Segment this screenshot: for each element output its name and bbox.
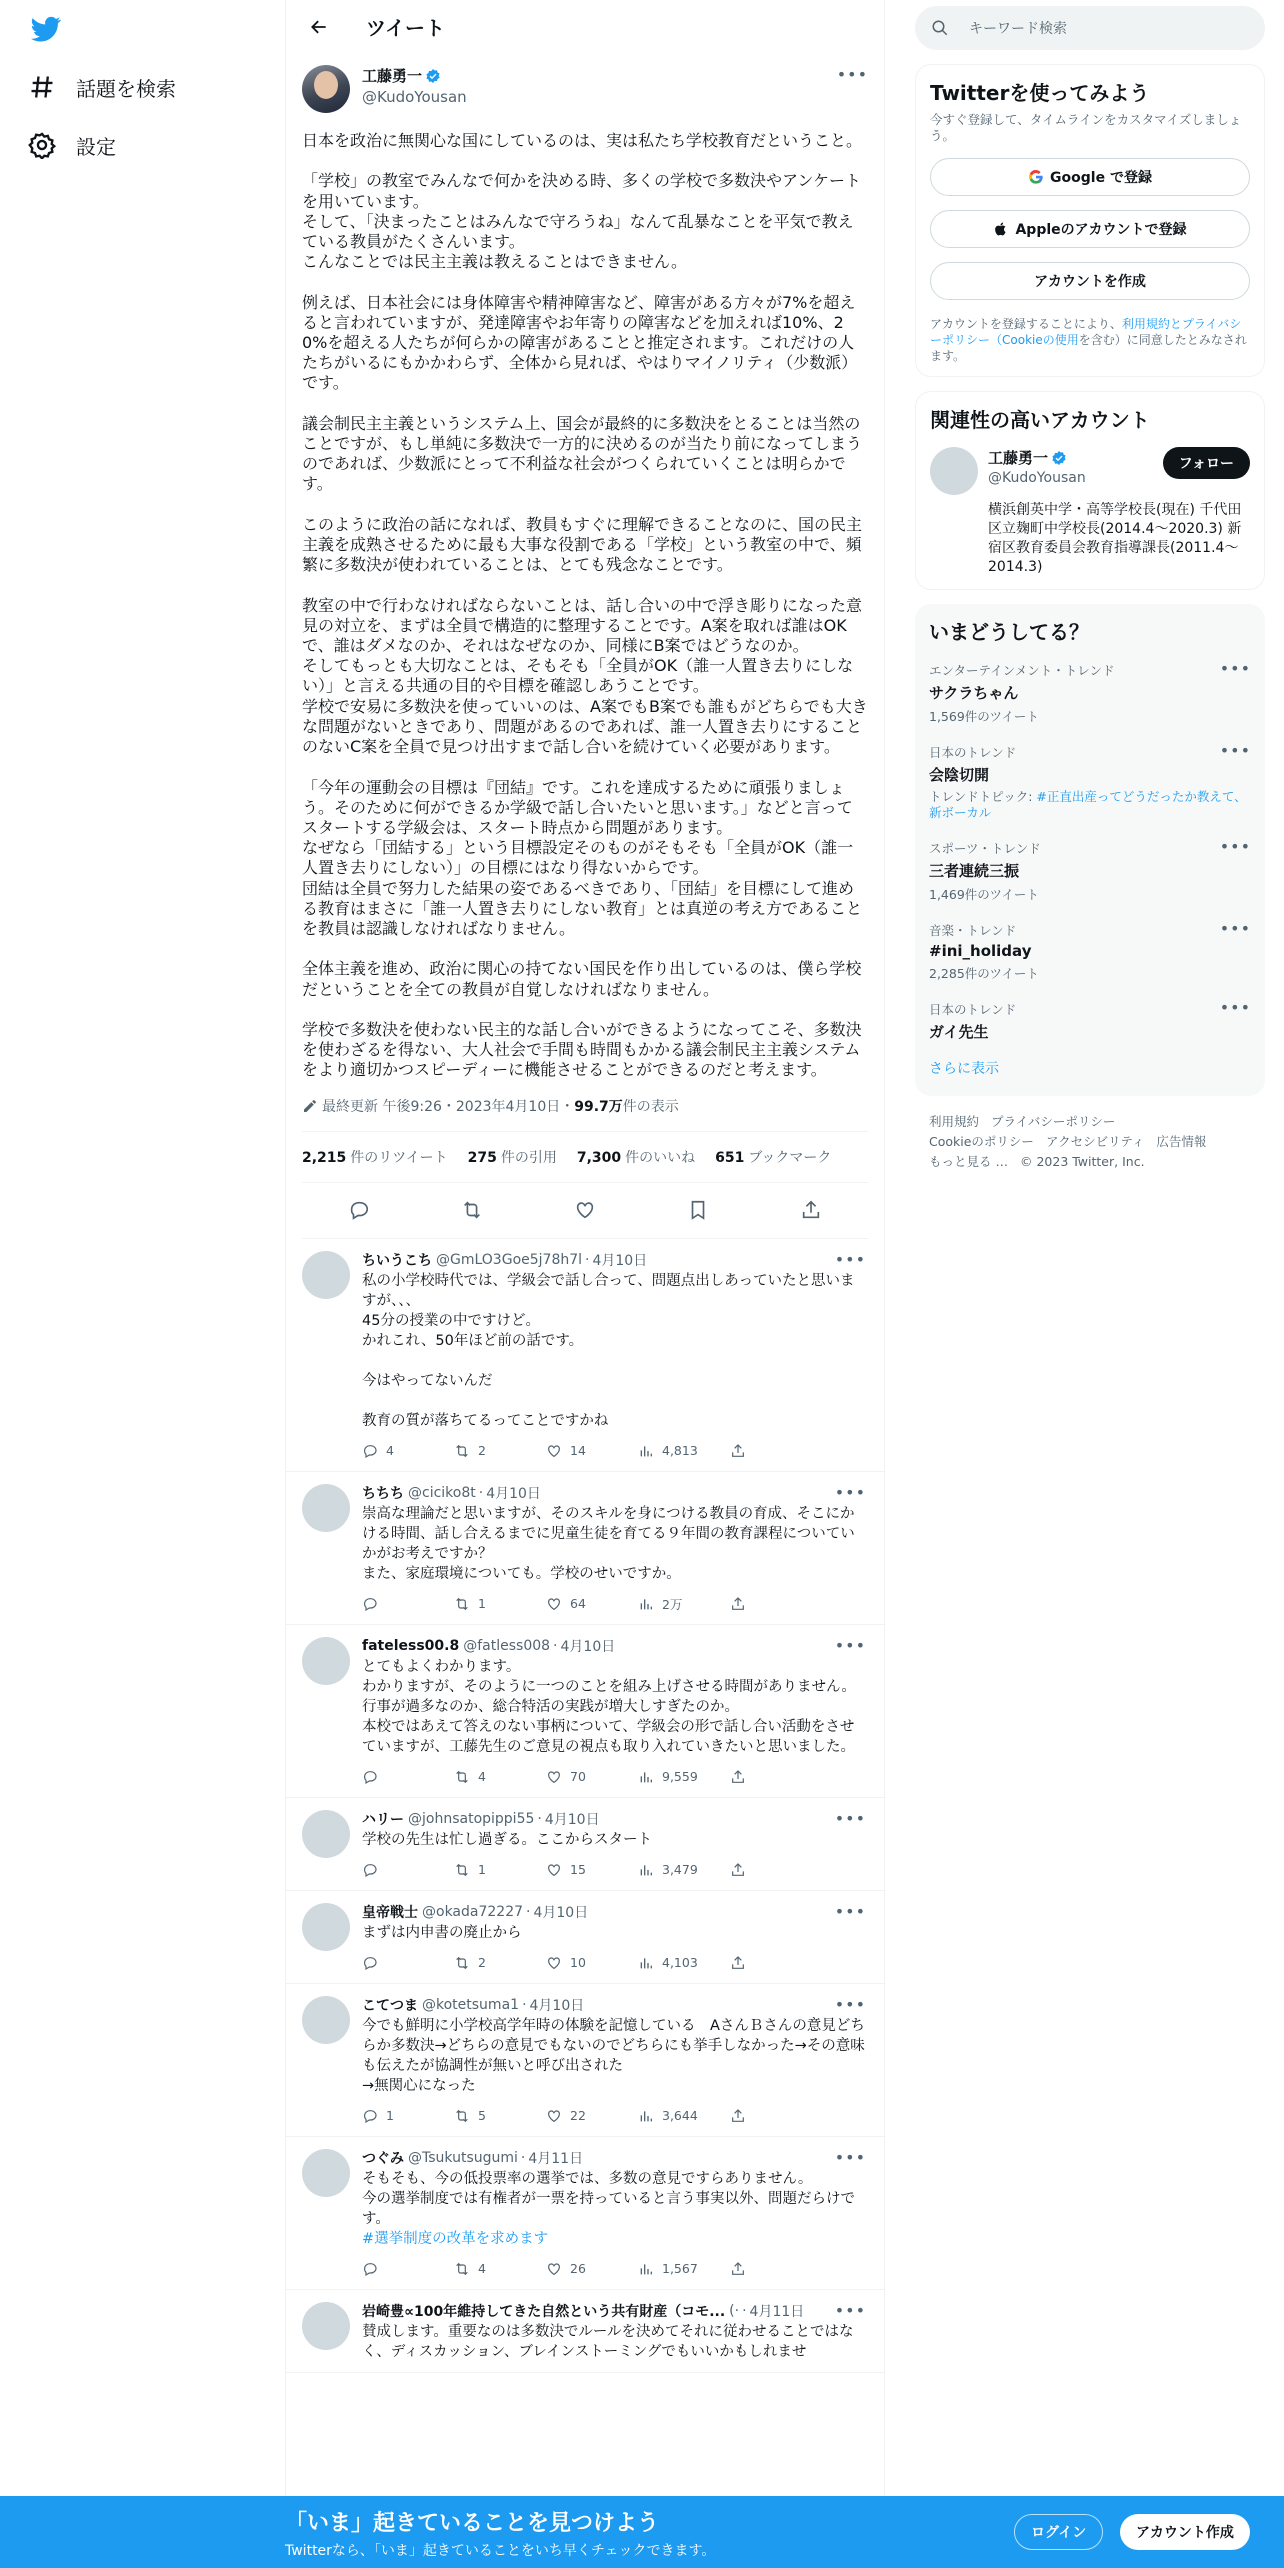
reply-reply-count: 1 bbox=[386, 2108, 394, 2124]
reply-like-button[interactable] bbox=[546, 1862, 638, 1878]
reply-like-button[interactable] bbox=[546, 2108, 638, 2124]
reply-like-button[interactable] bbox=[546, 1596, 638, 1612]
more-options-icon[interactable]: ••• bbox=[834, 1995, 866, 2015]
reply-author-name[interactable]: ちいうこち bbox=[362, 1252, 432, 1269]
trend-count: 2,285件のツイート bbox=[929, 966, 1039, 981]
reply-actions bbox=[362, 2106, 868, 2126]
reply-reply-button[interactable] bbox=[362, 1769, 454, 1785]
reply-text bbox=[362, 1657, 868, 1757]
more-options-icon[interactable]: ••• bbox=[1219, 659, 1251, 678]
reply-author-handle[interactable]: @Tsukutsugumi bbox=[408, 2149, 518, 2166]
reply-like-count: 22 bbox=[570, 2108, 586, 2124]
reply-tweet[interactable] bbox=[286, 1798, 884, 1891]
google-signup-button[interactable] bbox=[930, 158, 1250, 196]
apple-signup-label: Appleのアカウントで登録 bbox=[1015, 222, 1187, 238]
reply-author-handle[interactable]: @fatless008 bbox=[463, 1637, 551, 1654]
reply-date[interactable]: 4月11日 bbox=[528, 2150, 584, 2167]
main-column bbox=[285, 0, 885, 2568]
reply-view-count: 1,567 bbox=[662, 2261, 698, 2277]
reply-date[interactable]: 4月10日 bbox=[592, 1252, 648, 1269]
reply-text bbox=[362, 2016, 868, 2096]
reply-like-count: 15 bbox=[570, 1862, 586, 1878]
reply-share-button[interactable] bbox=[730, 2261, 822, 2277]
reply-tweet[interactable] bbox=[286, 2137, 884, 2290]
author-handle[interactable]: @KudoYousan bbox=[362, 88, 467, 106]
verified-badge-icon bbox=[1051, 450, 1067, 466]
retweets-count: 2,215 bbox=[302, 1149, 347, 1166]
reply-text bbox=[362, 1923, 868, 1943]
signup-subtitle: 今すぐ登録して、タイムラインをカスタマイズしましょう。 bbox=[930, 112, 1242, 143]
tweet-author-row bbox=[302, 65, 868, 115]
reply-icon bbox=[362, 1596, 378, 1612]
reply-view-count: 4,813 bbox=[662, 1443, 698, 1459]
reply-author-handle[interactable]: @GmLO3Goe5j78h7l bbox=[436, 1251, 583, 1268]
trend-name: 会陰切開 bbox=[929, 766, 990, 784]
reply-text-body: 私の小学校時代では、学級会で話し合って、問題点出しあっていたと思いますが、、、 45分の授業の中ですけど。 かれこれ、50年ほど前の話です。 今はやってないんだ 教育の質が落ちてるってことですかね bbox=[362, 1272, 855, 1429]
tweet-timestamp[interactable]: 最終更新 午後9:26・2023年4月10日・ bbox=[322, 1098, 575, 1115]
share-icon bbox=[730, 1769, 746, 1785]
reply-share-button[interactable] bbox=[730, 1769, 822, 1785]
more-options-icon[interactable]: ••• bbox=[836, 65, 868, 84]
reply-retweet-button[interactable] bbox=[454, 1955, 546, 1971]
share-icon bbox=[730, 1862, 746, 1878]
hashtag-icon bbox=[28, 73, 56, 101]
reply-retweet-count: 2 bbox=[478, 1955, 486, 1971]
share-icon bbox=[730, 1596, 746, 1612]
reply-views-button[interactable] bbox=[638, 2261, 730, 2277]
footer-ads-link[interactable]: 広告情報 bbox=[1156, 1134, 1207, 1149]
related-bio: 横浜創英中学・高等学校長(現在) 千代田区立麹町中学校長(2014.4〜2020.3) 新宿区教育委員会教育指導課長(2011.4〜2014.3) bbox=[988, 502, 1242, 575]
reply-author-handle[interactable]: @johnsatopippi55 bbox=[408, 1810, 535, 1827]
signup-title: Twitterを使ってみよう bbox=[930, 81, 1150, 105]
replies-list bbox=[286, 1239, 884, 2373]
like-heart-icon bbox=[546, 1443, 562, 1459]
page-title: ツイート bbox=[366, 16, 445, 40]
arrow-left-icon bbox=[309, 17, 329, 37]
trend-name: 三者連続三振 bbox=[929, 862, 1020, 880]
reply-share-button[interactable] bbox=[730, 2108, 822, 2124]
right-sidebar bbox=[915, 0, 1265, 1172]
reply-author-handle[interactable]: @okada72227 bbox=[422, 1903, 524, 1920]
reply-date[interactable]: 4月11日 bbox=[749, 2303, 805, 2320]
trend-category: エンターテインメント・トレンド bbox=[929, 663, 1115, 678]
reply-like-count: 26 bbox=[570, 2261, 586, 2277]
reply-view-count: 9,559 bbox=[662, 1769, 698, 1785]
reply-avatar[interactable] bbox=[302, 1903, 350, 1951]
share-icon bbox=[730, 1443, 746, 1459]
like-heart-icon bbox=[546, 1769, 562, 1785]
back-button[interactable] bbox=[302, 10, 336, 44]
reply-actions bbox=[362, 1594, 868, 1614]
views-chart-icon bbox=[638, 1862, 654, 1878]
main-header bbox=[286, 0, 884, 53]
retweet-icon[interactable] bbox=[461, 1199, 483, 1221]
reply-author-handle[interactable]: (· bbox=[729, 2302, 740, 2319]
reply-retweet-count: 4 bbox=[478, 1769, 486, 1785]
like-heart-icon bbox=[546, 1955, 562, 1971]
reply-retweet-count: 4 bbox=[478, 2261, 486, 2277]
reply-like-count: 70 bbox=[570, 1769, 586, 1785]
share-icon bbox=[730, 2261, 746, 2277]
trend-item[interactable] bbox=[929, 911, 1251, 990]
trends-show-more[interactable]: さらに表示 bbox=[929, 1061, 999, 1077]
views-chart-icon bbox=[638, 2261, 654, 2277]
bookmarks-stat[interactable] bbox=[715, 1147, 831, 1167]
edit-pencil-icon bbox=[302, 1098, 318, 1114]
nav-settings[interactable] bbox=[28, 120, 116, 170]
more-options-icon[interactable]: ••• bbox=[834, 1636, 866, 1656]
retweet-icon bbox=[454, 1955, 470, 1971]
likes-label: 件のいいね bbox=[625, 1149, 696, 1166]
reply-like-count: 64 bbox=[570, 1596, 586, 1612]
apple-icon bbox=[993, 221, 1009, 237]
reply-author-handle[interactable]: @kotetsuma1 bbox=[422, 1996, 520, 2013]
search-placeholder: キーワード検索 bbox=[969, 21, 1067, 37]
retweet-icon bbox=[454, 1596, 470, 1612]
reply-view-count: 3,644 bbox=[662, 2108, 698, 2124]
reply-text bbox=[362, 2169, 868, 2249]
create-account-button[interactable] bbox=[930, 262, 1250, 300]
reply-reply-button[interactable] bbox=[362, 2261, 454, 2277]
more-options-icon[interactable]: ••• bbox=[834, 1250, 866, 1270]
more-options-icon[interactable]: ••• bbox=[1219, 998, 1251, 1017]
reply-avatar[interactable] bbox=[302, 1996, 350, 2044]
retweet-icon bbox=[454, 1443, 470, 1459]
reply-separator: · bbox=[742, 2302, 747, 2319]
reply-retweet-count: 5 bbox=[478, 2108, 486, 2124]
reply-reply-button[interactable] bbox=[362, 1862, 454, 1878]
reply-text bbox=[362, 1830, 868, 1850]
reply-separator: · bbox=[553, 1637, 558, 1654]
reply-like-button[interactable] bbox=[546, 1443, 638, 1459]
reply-text-body: 賛成します。重要なのは多数決でルールを決めてそれに従わせることではなく、ディスカッション、ブレインストーミングでもいいかもしれませ bbox=[362, 2323, 854, 2360]
terms-prefix: アカウントを登録することにより、 bbox=[930, 317, 1122, 331]
reply-retweet-count: 2 bbox=[478, 1443, 486, 1459]
bottom-signup-bar bbox=[0, 2496, 1284, 2568]
reply-author-name[interactable]: ちちち bbox=[362, 1485, 404, 1502]
retweet-icon bbox=[454, 2108, 470, 2124]
reply-views-button[interactable] bbox=[638, 2108, 730, 2124]
reply-retweet-count: 1 bbox=[478, 1596, 486, 1612]
trend-name: ガイ先生 bbox=[929, 1023, 989, 1041]
reply-text-body: とてもよくわかります。 わかりますが、そのように一つのことを組み上げさせる時間がありません。行事が過多なのか、総合特活の実践が増大しすぎたのか。 本校ではあえて答えのない事柄について、学級会の形で話し合い活動をさせていますが、工藤先生のご意見の視点も取り入れていきたいと思いました。 bbox=[362, 1658, 856, 1755]
reply-retweet-button[interactable] bbox=[454, 1443, 546, 1459]
bookmarks-label: ブックマーク bbox=[748, 1149, 832, 1166]
bookmarks-count: 651 bbox=[715, 1149, 745, 1166]
google-signup-label: Google で登録 bbox=[1050, 170, 1152, 186]
search-icon bbox=[931, 19, 949, 37]
terms-link[interactable]: 利用規約とプライバシーポリシー（Cookieの使用 bbox=[930, 317, 1242, 347]
more-options-icon[interactable]: ••• bbox=[834, 2148, 866, 2168]
reply-reply-button[interactable] bbox=[362, 2108, 454, 2124]
reply-tweet[interactable] bbox=[286, 1625, 884, 1798]
likes-stat[interactable] bbox=[577, 1147, 695, 1167]
reply-text-body: 今でも鮮明に小学校高学年時の体験を記憶している AさんＢさんの意見どちらか多数決→どちらの意見でもないのでどちらにも挙手しなかった→その意味も伝えたが協調性が無いと呼び出された →無関心になった bbox=[362, 2017, 865, 2094]
trend-topic-prefix: トレンドトピック: bbox=[929, 789, 1037, 804]
like-heart-icon bbox=[546, 1596, 562, 1612]
reply-separator: · bbox=[526, 1903, 531, 1920]
footer-more-link[interactable]: もっと見る … bbox=[929, 1154, 1008, 1169]
reply-author-handle[interactable]: @ciciko8t bbox=[408, 1484, 476, 1501]
reply-like-button[interactable] bbox=[546, 2261, 638, 2277]
reply-avatar[interactable] bbox=[302, 1484, 350, 1532]
tweet-text: 日本を政治に無関心な国にしているのは、実は私たち学校教育だということ。 「学校」の教室でみんなで何かを決める時、多くの学校で多数決やアンケートを用いています。 そして、「決まったことはみんなで守ろうね」なんて乱暴なことを平気で教えている教員がたくさんいます。 こんなことでは民主主義は教えることはできません。 例えば、日本社会には身体障害や精神障害など、障害がある方々が7%を超えると言われていますが、発達障害やお年寄りの障害などを加えれば10%、20%を超える人たちが何らかの障害があることと推定されます。これだけの人たちがいるにもかかわらず、全体から見れば、やはりマイノリティ（少数派）です。 議会制民主主義というシステム上、国会が最終的に多数決をとることは当然のことですが、もし単純に多数決で一方的に決めるのが当たり前になってしまうのであれば、少数派にとって不利益な社会がつくられていくことは明らかです。 このように政治の話になれば、教員もすぐに理解できることなのに、国の民主主義を成熟させるために最も大事な役割である「学校」という教室の中で、頻繁に多数決が使われていることは、とても残念なことです。 教室の中で行わなければならないことは、話し合いの中で浮き彫りになった意見の対立を、まずは全員で構造的に整理することです。A案を取れば誰はOKで、誰はダメなのか、それはなぜなのか、同様にB案ではどうなのか。 そしてもっとも大切なことは、そもそも「全員がOK（誰一人置き去りにしない）」と言える共通の目的や目標を確認しあうことです。 学校で安易に多数決を使っていいのは、A案でもB案でも誰もがどちらでも大きな問題がないときであり、問題があるのであれば、誰一人置き去りにすることのないC案を全員で見つけ出すまで話し合いを続けていく必要があります。 「今年の運動会の目標は『団結』です。これを達成するために頑張りましょう。そのために何ができるか学級で話し合いたいと思います。」などと言ってスタートする学級会は、スタート時点から問題があります。 なぜなら「団結する」という目標設定そのものがそもそも「全員がOK（誰一人置き去りにしない）」の目標にはなり得ないからです。 団結は全員で努力した結果の姿であるべきであり、「団結」を目標にして進める教育はまさに「誰一人置き去りにしない教育」とは真逆の考え方であることを教員は認識しなければなりません。 全体主義を進め、政治に関心の持てない国民を作り出しているのは、僕ら学校だということを全ての教員が自覚しなければなりません。 学校で多数決を使わない民主的な話し合いができるようになってこそ、多数決を使わざるを得ない、大人社会で手間も時間もかかる議会制民主主義システムをより適切かつスピーディーに機能させることができるのだと考えます。 bbox=[302, 131, 868, 1080]
reply-author-name[interactable]: つぐみ bbox=[362, 2150, 404, 2167]
views-chart-icon bbox=[638, 1769, 654, 1785]
google-g-icon bbox=[1028, 169, 1044, 185]
reply-avatar[interactable] bbox=[302, 1810, 350, 1858]
reply-views-button[interactable] bbox=[638, 1955, 730, 1971]
reply-reply-count: 4 bbox=[386, 1443, 394, 1459]
signup-card bbox=[915, 64, 1265, 377]
reply-share-button[interactable] bbox=[730, 1443, 822, 1459]
trend-count: 1,469件のツイート bbox=[929, 887, 1039, 902]
reply-icon bbox=[362, 1955, 378, 1971]
reply-tweet[interactable] bbox=[286, 2290, 884, 2373]
reply-share-button[interactable] bbox=[730, 1596, 822, 1612]
like-heart-icon bbox=[546, 2261, 562, 2277]
reply-share-button[interactable] bbox=[730, 1862, 822, 1878]
trend-item[interactable] bbox=[929, 651, 1251, 733]
reply-avatar[interactable] bbox=[302, 1637, 350, 1685]
search-box[interactable] bbox=[915, 6, 1265, 50]
reply-like-count: 10 bbox=[570, 1955, 586, 1971]
reply-separator: · bbox=[522, 1996, 527, 2013]
author-name-text: 工藤勇一 bbox=[362, 67, 423, 85]
retweet-icon bbox=[454, 1769, 470, 1785]
related-avatar[interactable] bbox=[930, 447, 978, 495]
reply-actions bbox=[362, 1953, 868, 1973]
footer-cookie-link[interactable]: Cookieのポリシー bbox=[929, 1134, 1034, 1149]
footer-copyright: © 2023 Twitter, Inc. bbox=[1019, 1154, 1145, 1169]
retweets-label: 件のリツイート bbox=[350, 1149, 448, 1166]
reply-author-name[interactable]: 岩崎豊∝100年維持してきた自然という共有財産（コモ... bbox=[362, 2303, 726, 2320]
reply-views-button[interactable] bbox=[638, 1862, 730, 1878]
tweet-views-label: 件の表示 bbox=[622, 1098, 679, 1115]
reply-tweet[interactable] bbox=[286, 1239, 884, 1472]
author-name[interactable] bbox=[362, 65, 837, 86]
related-account-row[interactable] bbox=[930, 447, 1250, 495]
bottom-bar-subtitle: Twitterなら、「いま」起きていることをいち早くチェックできます。 bbox=[285, 2543, 716, 2559]
bookmark-icon[interactable] bbox=[687, 1199, 709, 1221]
reply-text bbox=[362, 1271, 868, 1431]
reply-avatar[interactable] bbox=[302, 2302, 350, 2350]
reply-tweet[interactable] bbox=[286, 1984, 884, 2137]
apple-signup-button[interactable] bbox=[930, 210, 1250, 248]
reply-icon bbox=[362, 2261, 378, 2277]
reply-text bbox=[362, 2322, 868, 2362]
reply-text-body: 崇高な理論だと思いますが、そのスキルを身につける教員の育成、そこにかける時間、話し合えるまでに児童生徒を育てる９年間の教育課程についていかがお考えですか？ また、家庭環境についても。学校のせいですか。 bbox=[362, 1505, 855, 1582]
reply-author-name[interactable]: fateless00.8 bbox=[362, 1637, 460, 1654]
reply-icon bbox=[362, 1862, 378, 1878]
reply-share-button[interactable] bbox=[730, 1955, 822, 1971]
tweet-views-count: 99.7万 bbox=[574, 1098, 623, 1115]
bottom-bar-title: 「いま」起きていることを見つけよう bbox=[285, 2511, 660, 2536]
tweet-stats bbox=[302, 1131, 868, 1183]
reply-reply-button[interactable] bbox=[362, 1596, 454, 1612]
login-button[interactable]: ログイン bbox=[1014, 2514, 1103, 2550]
main-tweet bbox=[286, 53, 884, 1239]
twitter-bird-icon[interactable] bbox=[28, 14, 64, 44]
reply-date[interactable]: 4月10日 bbox=[529, 1997, 585, 2014]
quotes-stat[interactable] bbox=[468, 1147, 557, 1167]
reply-tweet[interactable] bbox=[286, 1891, 884, 1984]
trend-category: 日本のトレンド bbox=[929, 745, 1017, 760]
reply-views-button[interactable] bbox=[638, 1595, 730, 1613]
more-options-icon[interactable]: ••• bbox=[1219, 837, 1251, 856]
share-icon[interactable] bbox=[800, 1199, 822, 1221]
reply-reply-button[interactable] bbox=[362, 1955, 454, 1971]
quotes-count: 275 bbox=[467, 1149, 497, 1166]
reply-like-button[interactable] bbox=[546, 1769, 638, 1785]
trend-category: 音楽・トレンド bbox=[929, 923, 1017, 938]
trend-category: 日本のトレンド bbox=[929, 1002, 1017, 1017]
footer-privacy-link[interactable]: プライバシーポリシー bbox=[991, 1114, 1116, 1129]
reply-hashtag[interactable]: #選挙制度の改革を求めます bbox=[362, 2230, 549, 2247]
views-chart-icon bbox=[638, 1596, 654, 1612]
retweets-stat[interactable] bbox=[302, 1147, 448, 1167]
reply-retweet-button[interactable] bbox=[454, 1769, 546, 1785]
views-chart-icon bbox=[638, 2108, 654, 2124]
reply-avatar[interactable] bbox=[302, 2149, 350, 2197]
reply-date[interactable]: 4月10日 bbox=[486, 1485, 541, 1502]
related-name-text: 工藤勇一 bbox=[988, 449, 1049, 467]
like-heart-icon bbox=[546, 1862, 562, 1878]
reply-date[interactable]: 4月10日 bbox=[560, 1638, 616, 1655]
reply-icon bbox=[362, 2108, 378, 2124]
reply-tweet[interactable] bbox=[286, 1472, 884, 1625]
trend-count: 1,569件のツイート bbox=[929, 709, 1039, 724]
reply-actions bbox=[362, 1767, 868, 1787]
views-chart-icon bbox=[638, 1443, 654, 1459]
reply-icon bbox=[362, 1443, 378, 1459]
reply-text-body: まずは内申書の廃止から bbox=[362, 1924, 522, 1941]
reply-view-count: 2万 bbox=[662, 1596, 683, 1612]
reply-date[interactable]: 4月10日 bbox=[544, 1811, 600, 1828]
reply-like-button[interactable] bbox=[546, 1955, 638, 1971]
reply-retweet-button[interactable] bbox=[454, 2261, 546, 2277]
reply-actions bbox=[362, 1441, 868, 1461]
reply-actions bbox=[362, 1860, 868, 1880]
trend-topic-link[interactable]: #正直出産ってどうだったか教えて、新ボーカル bbox=[929, 789, 1247, 820]
reply-retweet-button[interactable] bbox=[454, 1596, 546, 1612]
share-icon bbox=[730, 2108, 746, 2124]
reply-retweet-count: 1 bbox=[478, 1862, 486, 1878]
trend-item[interactable] bbox=[929, 990, 1251, 1050]
trends-list bbox=[929, 651, 1251, 1050]
verified-badge-icon bbox=[425, 68, 441, 84]
author-avatar[interactable] bbox=[302, 65, 350, 113]
related-accounts-card bbox=[915, 391, 1265, 590]
trends-card bbox=[915, 604, 1265, 1096]
likes-count: 7,300 bbox=[576, 1149, 622, 1166]
retweet-icon bbox=[454, 2261, 470, 2277]
retweet-icon bbox=[454, 1862, 470, 1878]
terms-suffix: を含む）に同意したとみなされます。 bbox=[930, 333, 1247, 363]
share-icon bbox=[730, 1955, 746, 1971]
reply-view-count: 3,479 bbox=[662, 1862, 698, 1878]
trends-title: いまどうしてる？ bbox=[929, 620, 1089, 644]
more-options-icon[interactable]: ••• bbox=[834, 1902, 866, 1922]
reply-author-name[interactable]: こてつま bbox=[362, 1997, 418, 2014]
more-options-icon[interactable]: ••• bbox=[1219, 741, 1251, 760]
signup-terms bbox=[930, 316, 1250, 364]
trend-name: サクラちゃん bbox=[929, 684, 1019, 702]
reply-retweet-button[interactable] bbox=[454, 2108, 546, 2124]
reply-avatar[interactable] bbox=[302, 1251, 350, 1299]
reply-icon bbox=[362, 1769, 378, 1785]
reply-view-count: 4,103 bbox=[662, 1955, 698, 1971]
follow-button[interactable]: フォロー bbox=[1163, 447, 1250, 479]
footer-links bbox=[915, 1112, 1265, 1172]
nav-explore-label: 話題を検索 bbox=[76, 76, 176, 101]
reply-text-body: そもそも、今の低投票率の選挙では、多数の意見ですらありません。 今の選挙制度では有権者が一票を持っていると言う事実以外、問題だらけです。 bbox=[362, 2170, 855, 2227]
reply-views-button[interactable] bbox=[638, 1769, 730, 1785]
quotes-label: 件の引用 bbox=[500, 1149, 557, 1166]
more-options-icon[interactable]: ••• bbox=[834, 2301, 866, 2321]
reply-separator: · bbox=[585, 1251, 590, 1268]
nav-explore[interactable] bbox=[28, 62, 176, 112]
reply-date[interactable]: 4月10日 bbox=[533, 1904, 589, 1921]
reply-text bbox=[362, 1504, 868, 1584]
like-heart-icon bbox=[546, 2108, 562, 2124]
reply-retweet-button[interactable] bbox=[454, 1862, 546, 1878]
views-chart-icon bbox=[638, 1955, 654, 1971]
reply-text-body: 学校の先生は忙し過ぎる。ここからスタート bbox=[362, 1831, 652, 1848]
related-title: 関連性の高いアカウント bbox=[930, 408, 1150, 432]
related-handle[interactable]: @KudoYousan bbox=[988, 470, 1086, 486]
reply-icon[interactable] bbox=[348, 1199, 370, 1221]
tweet-actions bbox=[302, 1183, 868, 1239]
left-nav bbox=[0, 0, 285, 2568]
reply-separator: · bbox=[537, 1810, 542, 1827]
reply-separator: · bbox=[478, 1484, 484, 1501]
reply-separator: · bbox=[520, 2149, 526, 2166]
footer-accessibility-link[interactable]: アクセシビリティ bbox=[1045, 1134, 1145, 1149]
reply-actions bbox=[362, 2259, 868, 2279]
footer-terms-link[interactable]: 利用規約 bbox=[929, 1114, 980, 1129]
trend-topic bbox=[929, 789, 1251, 821]
like-heart-icon[interactable] bbox=[574, 1199, 596, 1221]
trend-name: #ini_holiday bbox=[929, 942, 1032, 960]
gear-icon bbox=[28, 131, 56, 159]
create-account-label: アカウントを作成 bbox=[1034, 274, 1146, 290]
reply-like-count: 14 bbox=[570, 1443, 586, 1459]
more-options-icon[interactable]: ••• bbox=[834, 1809, 866, 1829]
related-name[interactable] bbox=[988, 447, 1163, 468]
reply-reply-button[interactable] bbox=[362, 1443, 454, 1459]
more-options-icon[interactable]: ••• bbox=[1219, 919, 1251, 938]
reply-author-name[interactable]: 皇帝戦士 bbox=[362, 1904, 418, 1921]
trend-item[interactable] bbox=[929, 733, 1251, 829]
trend-item[interactable] bbox=[929, 829, 1251, 911]
reply-author-name[interactable]: ハリー bbox=[362, 1811, 404, 1828]
signup-button[interactable]: アカウント作成 bbox=[1120, 2514, 1250, 2550]
more-options-icon[interactable]: ••• bbox=[834, 1483, 866, 1503]
trend-category: スポーツ・トレンド bbox=[929, 841, 1041, 856]
reply-views-button[interactable] bbox=[638, 1443, 730, 1459]
nav-settings-label: 設定 bbox=[76, 134, 116, 159]
tweet-meta bbox=[302, 1095, 868, 1117]
